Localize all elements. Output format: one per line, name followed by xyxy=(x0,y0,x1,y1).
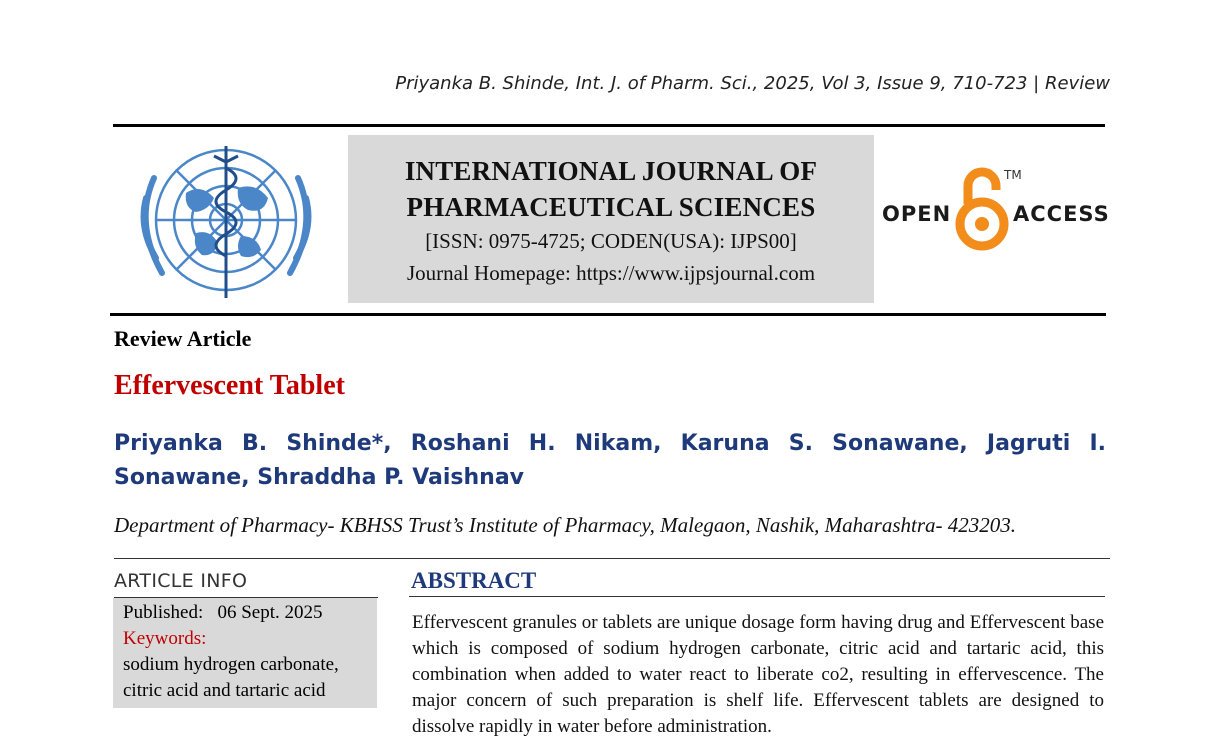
open-access-access-text: ACCESS xyxy=(1013,202,1110,226)
author-list: Priyanka B. Shinde*, Roshani H. Nikam, Karuna S. Sonawane, Jagruti I. Sonawane, Shraddha P. Vaishnav xyxy=(114,431,1106,490)
article-type: Review Article xyxy=(114,326,252,351)
journal-issn: [ISSN: 0975-4725; CODEN(USA): IJPS00] xyxy=(425,229,797,253)
affiliation: Department of Pharmacy- KBHSS Trust’s Institute of Pharmacy, Malegaon, Nashik, Maharashtra- 423203. xyxy=(114,513,1016,537)
keywords-label: Keywords: xyxy=(123,628,207,649)
header-top-rule xyxy=(113,124,1105,127)
abstract-rule xyxy=(409,596,1105,597)
abstract-text: Effervescent granules or tablets are unique dosage form having drug and Effervescent base which is composed of sodium hydrogen carbonate, citric acid and tartaric acid, this combination when added to water react to liberate co2, resulting in effervescence. The major concern of such preparation is shelf life. Effervescent tablets are designed to dissolve rapidly in water before administration. xyxy=(412,612,1104,737)
open-access-trademark: TM xyxy=(1004,168,1022,182)
journal-homepage: Journal Homepage: https://www.ijpsjournal.com xyxy=(406,261,816,285)
open-access-logo xyxy=(880,164,1110,254)
affiliation-rule xyxy=(114,558,1110,559)
article-info-box xyxy=(113,598,377,708)
open-access-open-text: OPEN xyxy=(882,202,952,226)
keywords-line: sodium hydrogen carbonate, xyxy=(123,654,339,675)
journal-title-line1: INTERNATIONAL JOURNAL OF xyxy=(404,156,818,186)
keywords-line: citric acid and tartaric acid xyxy=(123,680,326,701)
article-info-heading: ARTICLE INFO xyxy=(114,570,248,592)
journal-masthead xyxy=(348,135,874,303)
abstract-heading: ABSTRACT xyxy=(411,568,537,593)
header-bottom-rule xyxy=(110,313,1106,316)
journal-title-line2: PHARMACEUTICAL SCIENCES xyxy=(406,192,816,222)
published-date: Published: 06 Sept. 2025 xyxy=(123,602,323,623)
article-title: Effervescent Tablet xyxy=(114,370,345,401)
un-emblem-icon xyxy=(126,138,326,306)
running-citation: Priyanka B. Shinde, Int. J. of Pharm. Sci., 2025, Vol 3, Issue 9, 710-723 | Review xyxy=(395,73,1110,94)
